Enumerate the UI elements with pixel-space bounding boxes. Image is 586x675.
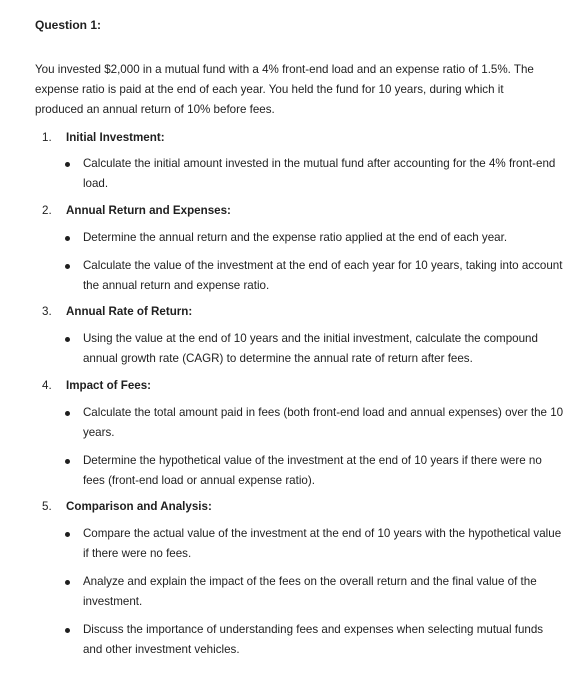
section-annual-rate-of-return: [35, 302, 564, 369]
bullet-item: [35, 620, 564, 660]
section-heading: [35, 497, 564, 517]
section-impact-of-fees: [35, 376, 564, 491]
bullet-list: [35, 403, 564, 491]
bullet-text: Calculate the total amount paid in fees (both front-end load and annual expenses) over the 10 years.: [82, 406, 564, 439]
bullet-text: Using the value at the end of 10 years and the initial investment, calculate the compound annual growth rate (CAGR) to determine the annual rate of return after fees.: [82, 332, 538, 365]
section-heading: [35, 128, 564, 148]
section-title: Annual Rate of Return:: [66, 305, 193, 318]
bullet-icon: [65, 154, 75, 194]
bullet-text: Determine the annual return and the expense ratio applied at the end of each year.: [82, 231, 508, 244]
section-title: Initial Investment:: [66, 131, 165, 144]
bullet-item: [35, 154, 564, 194]
question-intro: You invested $2,000 in a mutual fund with a 4% front-end load and an expense ratio of 1.5%. The expense ratio is paid at the end of each year. You held the fund for 10 years, during which it produced an annual return of 10% before fees.: [35, 63, 534, 116]
section-comparison-and-analysis: [35, 497, 564, 660]
bullet-item: [35, 228, 564, 248]
section-number: 4.: [42, 379, 52, 392]
bullet-text: Discuss the importance of understanding fees and expenses when selecting mutual funds and other investment vehicles.: [82, 623, 544, 656]
bullet-list: [35, 524, 564, 660]
section-heading: [35, 201, 564, 221]
bullet-icon: [65, 256, 75, 296]
bullet-item: [35, 329, 564, 369]
bullet-text: Analyze and explain the impact of the fees on the overall return and the final value of the investment.: [82, 575, 537, 608]
bullet-item: [35, 572, 564, 612]
bullet-icon: [65, 524, 75, 564]
section-number: 5.: [42, 500, 52, 513]
bullet-icon: [65, 572, 75, 612]
bullet-item: [35, 256, 564, 296]
section-heading: [35, 376, 564, 396]
bullet-text: Calculate the initial amount invested in the mutual fund after accounting for the 4% front-end load.: [82, 157, 556, 190]
bullet-list: [35, 228, 564, 296]
bullet-icon: [65, 451, 75, 491]
bullet-icon: [65, 403, 75, 443]
section-title: Annual Return and Expenses:: [66, 204, 231, 217]
bullet-list: [35, 329, 564, 369]
bullet-list: [35, 154, 564, 194]
section-heading: [35, 302, 564, 322]
section-number: 3.: [42, 305, 52, 318]
section-number: 1.: [42, 131, 52, 144]
bullet-icon: [65, 620, 75, 660]
section-list: [35, 128, 564, 660]
question-title: Question 1:: [35, 18, 102, 32]
section-title: Impact of Fees:: [66, 379, 152, 392]
bullet-icon: [65, 329, 75, 369]
section-title: Comparison and Analysis:: [66, 500, 212, 513]
bullet-item: [35, 403, 564, 443]
section-initial-investment: [35, 128, 564, 194]
bullet-icon: [65, 228, 75, 248]
bullet-item: [35, 451, 564, 491]
bullet-text: Determine the hypothetical value of the investment at the end of 10 years if there were no fees (front-end load or annual expense ratio).: [82, 454, 542, 487]
bullet-text: Compare the actual value of the investment at the end of 10 years with the hypothetical value if there were no fees.: [82, 527, 562, 560]
bullet-text: Calculate the value of the investment at the end of each year for 10 years, taking into account the annual return and expense ratio.: [82, 259, 563, 292]
section-number: 2.: [42, 204, 52, 217]
bullet-item: [35, 524, 564, 564]
section-annual-return-and-expenses: [35, 201, 564, 296]
